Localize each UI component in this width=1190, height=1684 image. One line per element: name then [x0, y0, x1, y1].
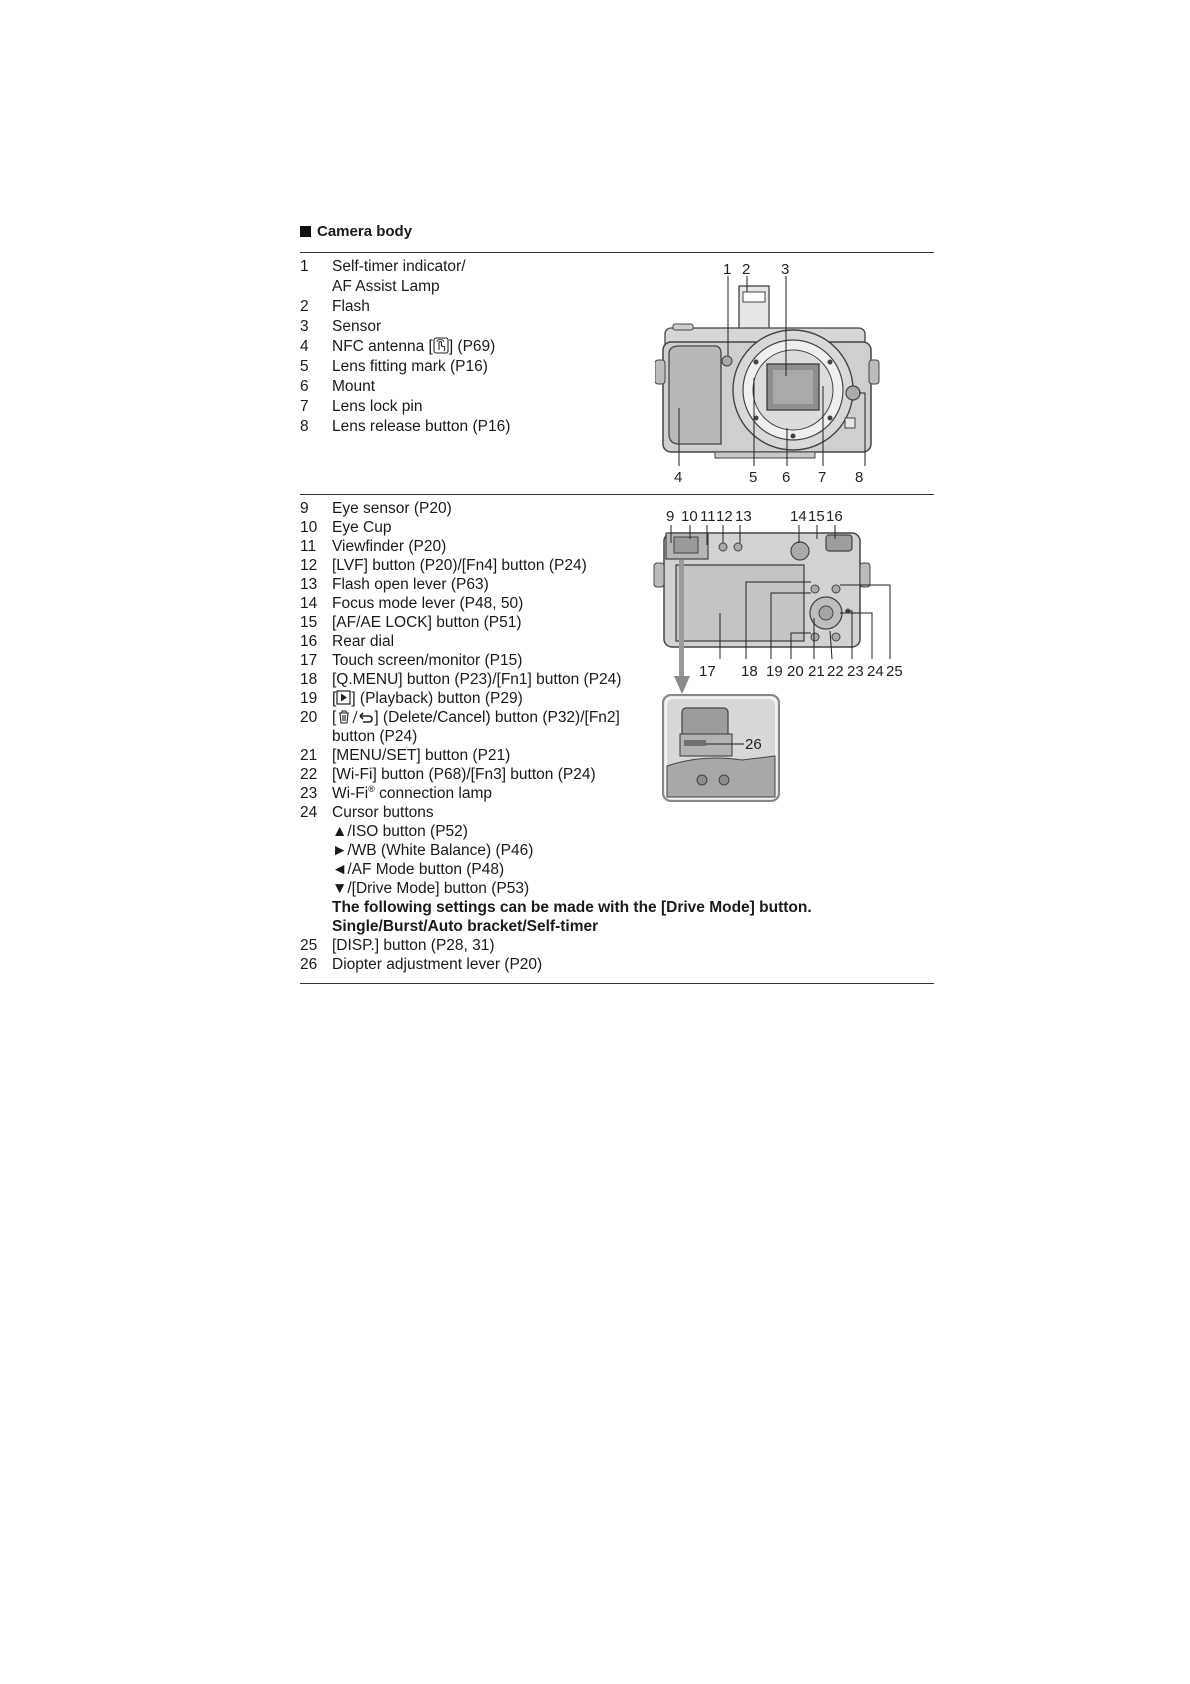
item-text: Flash open lever (P63) [332, 576, 489, 593]
front-parts-list [300, 257, 510, 437]
item-text-post: ] (P69) [448, 338, 496, 355]
callout-25: 25 [886, 663, 903, 680]
item-text-post: connection lamp [374, 785, 492, 802]
item-number: 7 [300, 398, 309, 415]
divider-top [300, 252, 934, 253]
cursor-af-line: ◄/AF Mode button (P48) [332, 861, 505, 878]
item-number: 8 [300, 418, 309, 435]
item-text-pre: [ [332, 709, 337, 726]
callout-24: 24 [867, 663, 884, 680]
callout-22: 22 [827, 663, 844, 680]
item-text-post: ] (Playback) button (P29) [351, 690, 523, 707]
item-number: 2 [300, 298, 309, 315]
item-text-pre: [ [332, 690, 337, 707]
item-number: 4 [300, 338, 309, 355]
item-text: Focus mode lever (P48, 50) [332, 595, 524, 612]
item-text: Rear dial [332, 633, 395, 650]
camera-front-illustration [655, 258, 905, 490]
list-item [300, 377, 510, 397]
item-text: Lens lock pin [332, 398, 423, 415]
cursor-iso-line: ▲/ISO button (P52) [332, 823, 468, 840]
item-text: Diopter adjustment lever (P20) [332, 956, 543, 973]
item-number: 23 [300, 785, 318, 802]
item-text-pre: NFC antenna [ [332, 338, 433, 355]
item-number: 24 [300, 804, 318, 821]
item-number: 6 [300, 378, 309, 395]
item-line: button (P24) [332, 728, 418, 745]
item-line: Self-timer indicator/ [332, 258, 466, 275]
item-number: 25 [300, 937, 318, 954]
callout-18: 18 [741, 663, 758, 680]
callout-20: 20 [787, 663, 804, 680]
drive-mode-options: Single/Burst/Auto bracket/Self-timer [332, 918, 599, 935]
item-text: [AF/AE LOCK] button (P51) [332, 614, 522, 631]
item-text [332, 689, 523, 708]
list-item [300, 337, 510, 357]
black-square-icon [300, 226, 311, 237]
item-number: 26 [300, 956, 318, 973]
list-item [300, 297, 510, 317]
playback-icon [336, 690, 351, 705]
item-text [332, 784, 492, 803]
callout-12: 12 [716, 508, 733, 525]
cursor-wb-line: ►/WB (White Balance) (P46) [332, 842, 534, 859]
callout-11: 11 [700, 508, 716, 525]
item-text: [DISP.] button (P28, 31) [332, 937, 495, 954]
list-item [300, 417, 510, 437]
list-item [300, 803, 812, 936]
item-line [332, 708, 620, 727]
item-text: [MENU/SET] button (P21) [332, 747, 511, 764]
item-text [332, 257, 466, 297]
callout-26: 26 [745, 736, 762, 753]
item-number: 13 [300, 576, 318, 593]
item-text [332, 803, 812, 936]
callout-10: 10 [681, 508, 698, 525]
item-number: 15 [300, 614, 318, 631]
item-number: 1 [300, 258, 309, 275]
item-text: Flash [332, 298, 370, 315]
item-number: 18 [300, 671, 318, 688]
item-line: Cursor buttons [332, 804, 434, 821]
item-number: 12 [300, 557, 318, 574]
item-text [332, 337, 495, 357]
item-text: Lens release button (P16) [332, 418, 511, 435]
diopter-lever-closeup-illustration [662, 694, 780, 802]
item-text: Sensor [332, 318, 382, 335]
callout-8: 8 [855, 469, 864, 486]
divider-bottom [300, 983, 934, 984]
list-item [300, 357, 510, 377]
list-item [300, 955, 812, 974]
callout-2: 2 [742, 261, 751, 278]
item-text: Mount [332, 378, 376, 395]
registered-mark: ® [368, 783, 375, 794]
down-arrow-icon [672, 560, 692, 698]
item-number: 3 [300, 318, 309, 335]
callout-7: 7 [818, 469, 827, 486]
item-number: 21 [300, 747, 318, 764]
callout-14: 14 [790, 508, 807, 525]
item-number: 5 [300, 358, 309, 375]
divider-middle [300, 494, 934, 495]
callout-21: 21 [808, 663, 825, 680]
nfc-touch-icon [433, 337, 449, 354]
item-text: Eye Cup [332, 519, 392, 536]
item-text: Eye sensor (P20) [332, 500, 452, 517]
delete-cancel-icon [336, 709, 374, 724]
list-item [300, 317, 510, 337]
item-text: [Q.MENU] button (P23)/[Fn1] button (P24) [332, 671, 622, 688]
item-number: 14 [300, 595, 318, 612]
cursor-drive-line: ▼/[Drive Mode] button (P53) [332, 880, 530, 897]
item-number: 11 [300, 538, 317, 555]
item-text-pre: Wi-Fi [332, 785, 369, 802]
item-number: 19 [300, 690, 318, 707]
list-item [300, 397, 510, 417]
item-text-post: ] (Delete/Cancel) button (P32)/[Fn2] [374, 709, 620, 726]
callout-16: 16 [826, 508, 843, 525]
callout-19: 19 [766, 663, 783, 680]
callout-9: 9 [666, 508, 675, 525]
item-text: Touch screen/monitor (P15) [332, 652, 523, 669]
item-text: [LVF] button (P20)/[Fn4] button (P24) [332, 557, 587, 574]
callout-5: 5 [749, 469, 758, 486]
item-number: 17 [300, 652, 318, 669]
section-heading [300, 223, 412, 240]
callout-3: 3 [781, 261, 790, 278]
item-number: 10 [300, 519, 318, 536]
item-number: 16 [300, 633, 318, 650]
list-item [300, 936, 812, 955]
callout-4: 4 [674, 469, 683, 486]
callout-23: 23 [847, 663, 864, 680]
callout-15: 15 [808, 508, 825, 525]
item-text [332, 708, 620, 746]
item-line: AF Assist Lamp [332, 278, 440, 295]
callout-1: 1 [723, 261, 732, 278]
item-text: Lens fitting mark (P16) [332, 358, 488, 375]
section-title: Camera body [317, 223, 413, 240]
item-text: [Wi-Fi] button (P68)/[Fn3] button (P24) [332, 766, 596, 783]
list-item [300, 257, 510, 297]
callout-6: 6 [782, 469, 791, 486]
item-number: 22 [300, 766, 318, 783]
callout-17: 17 [699, 663, 716, 680]
item-number: 20 [300, 709, 318, 726]
drive-mode-note: The following settings can be made with the [Drive Mode] button. [332, 899, 812, 916]
item-text: Viewfinder (P20) [332, 538, 447, 555]
item-number: 9 [300, 500, 309, 517]
callout-13: 13 [735, 508, 752, 525]
